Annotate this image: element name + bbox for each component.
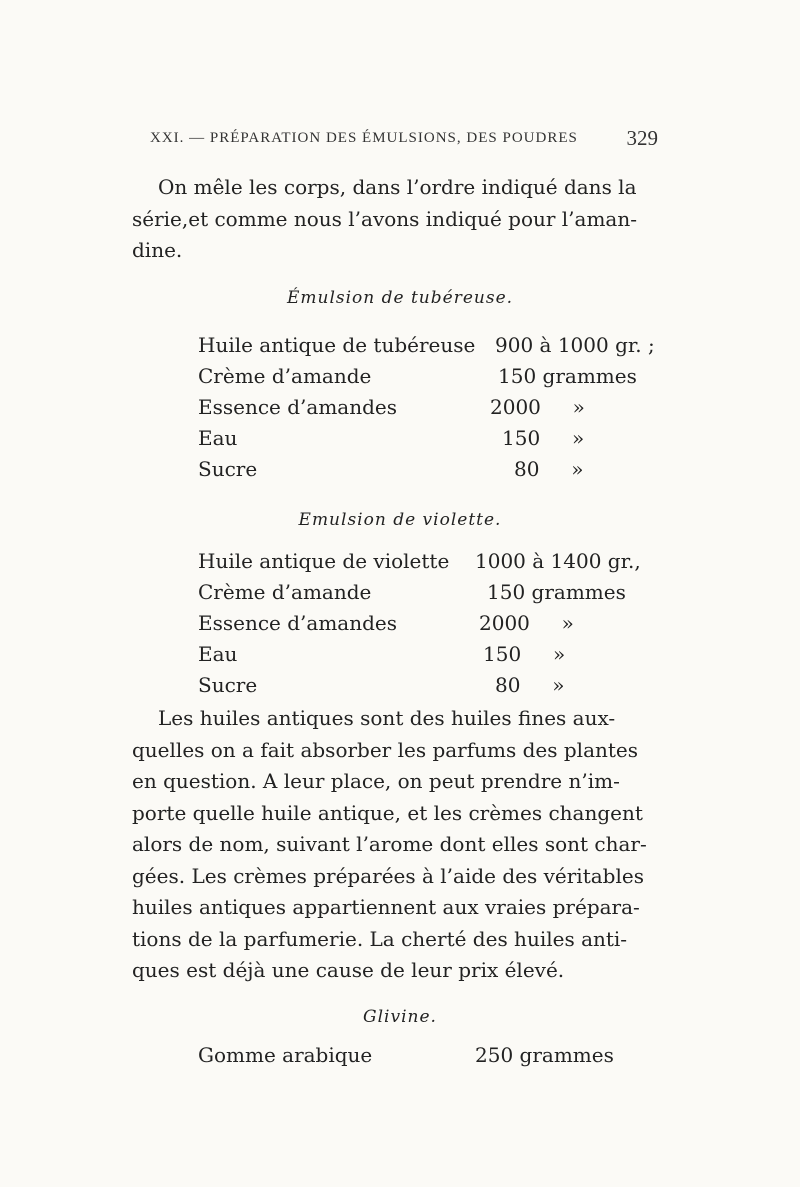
ingredient-name: Eau [198,642,238,666]
paragraph-line: en question. A leur place, on peut prendre n’im- [132,769,620,793]
ingredient-name: Huile antique de tubéreuse [198,333,476,357]
ingredient-name: Eau [198,426,238,450]
page-number: 329 [626,126,658,150]
paragraph-line: alors de nom, suivant l’arome dont elles sont char- [132,832,647,856]
ingredient-quantity: 1000 à 1400 gr., [475,549,641,573]
ingredient-quantity: 80 » [495,673,565,697]
ingredient-quantity: 250 grammes [475,1043,614,1067]
ingredient-quantity: 150 » [502,426,585,450]
recipe-title-tubereuse: Émulsion de tubéreuse. [286,288,514,308]
paragraph-line: tions de la parfumerie. La cherté des huiles anti- [132,926,628,951]
ingredient-name: Gomme arabique [198,1043,373,1067]
body-paragraph [132,703,662,987]
ingredient-name: Sucre [198,457,258,481]
paragraph-line: Les huiles antiques sont des huiles fines aux- [158,706,616,730]
ingredient-quantity: 2000 » [490,395,585,419]
ingredient-quantity: 2000 » [479,611,574,635]
recipe-title-violette: Emulsion de violette. [298,510,502,530]
intro-paragraph [132,172,662,267]
ingredient-quantity: 150 grammes [498,364,637,388]
ingredient-quantity: 80 » [514,457,584,481]
paragraph-line: porte quelle huile antique, et les crèmes changent [132,800,643,825]
paragraph-line: huiles antiques appartiennent aux vraies prépara- [132,895,640,919]
running-title: XXI. — PRÉPARATION DES ÉMULSIONS, DES POUDRES [150,130,578,146]
ingredient-quantity: 900 à 1000 gr. ; [495,333,655,357]
ingredient-name: Sucre [198,673,258,697]
ingredient-name: Essence d’amandes [198,611,397,635]
recipe-title-glivine: Glivine. [363,1007,437,1027]
running-head [150,126,658,150]
ingredient-quantity: 150 grammes [487,580,626,604]
paragraph-line: ques est déjà une cause de leur prix élevé. [132,958,565,982]
paragraph-line: On mêle les corps, dans l’ordre indiqué dans la [158,175,637,199]
paragraph-line: dine. [132,238,183,262]
ingredient-quantity: 150 » [483,642,566,666]
paragraph-line: gées. Les crèmes préparées à l’aide des véritables [132,863,644,888]
paragraph-line: série,et comme nous l’avons indiqué pour l’aman- [132,206,637,231]
ingredient-name: Crème d’amande [198,580,372,604]
ingredient-name: Essence d’amandes [198,395,397,419]
paragraph-line: quelles on a fait absorber les parfums des plantes [132,737,639,762]
ingredient-name: Crème d’amande [198,364,372,388]
ingredient-name: Huile antique de violette [198,549,450,573]
